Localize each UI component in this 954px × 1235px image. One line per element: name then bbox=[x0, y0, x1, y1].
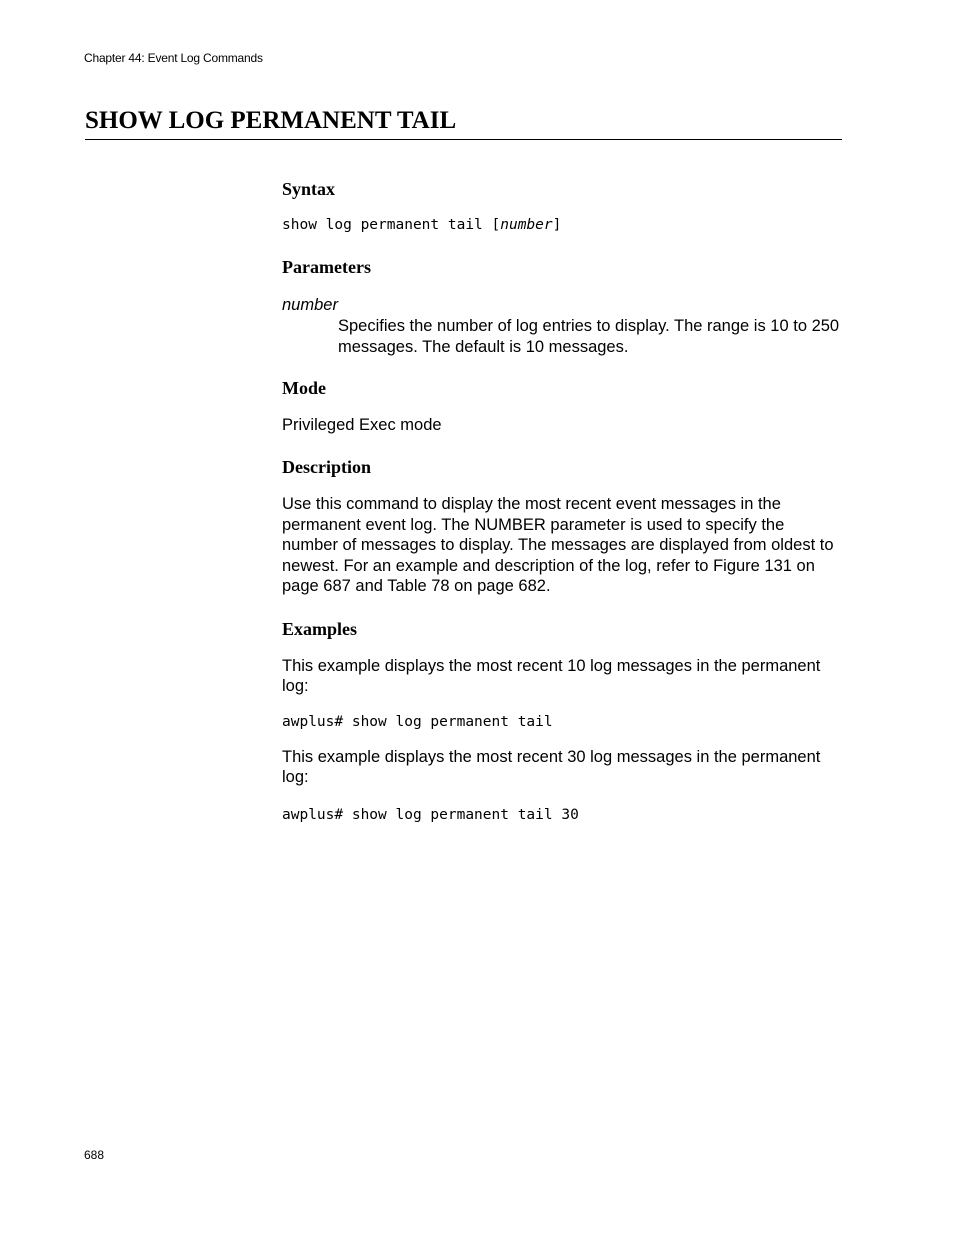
example-2-command: awplus# show log permanent tail 30 bbox=[282, 806, 579, 823]
syntax-command-prefix: show log permanent tail [ bbox=[282, 217, 501, 233]
example-1-command: awplus# show log permanent tail bbox=[282, 713, 553, 730]
parameter-description: Specifies the number of log entries to display. The range is 10 to 250 messages. The default is 10 messages. bbox=[338, 316, 840, 356]
syntax-heading: Syntax bbox=[282, 179, 336, 199]
syntax-command-param: number bbox=[500, 217, 553, 233]
running-header: Chapter 44: Event Log Commands bbox=[84, 51, 263, 65]
page-title: SHOW LOG PERMANENT TAIL bbox=[85, 106, 842, 140]
example-2-text: This example displays the most recent 30 log messages in the permanent log: bbox=[282, 747, 821, 786]
command-reference-body bbox=[282, 178, 842, 825]
mode-heading: Mode bbox=[282, 377, 326, 398]
parameters-heading: Parameters bbox=[282, 257, 371, 277]
page-number: 688 bbox=[84, 1148, 105, 1162]
syntax-command-suffix: ] bbox=[552, 217, 562, 233]
mode-text: Privileged Exec mode bbox=[282, 415, 442, 434]
description-heading: Description bbox=[282, 457, 371, 477]
examples-heading: Examples bbox=[282, 618, 358, 639]
syntax-command bbox=[282, 215, 842, 235]
example-1-text: This example displays the most recent 10 log messages in the permanent log: bbox=[282, 656, 821, 695]
description-text: Use this command to display the most recent event messages in the permanent event log. The NUMBER parameter is used to specify the number of messages to display. The messages are displayed from oldest to newest. For an example and description of the log, refer to Figure 131 on page 687 and Table 78 on page 682. bbox=[282, 495, 834, 595]
parameter-name: number bbox=[282, 296, 338, 314]
